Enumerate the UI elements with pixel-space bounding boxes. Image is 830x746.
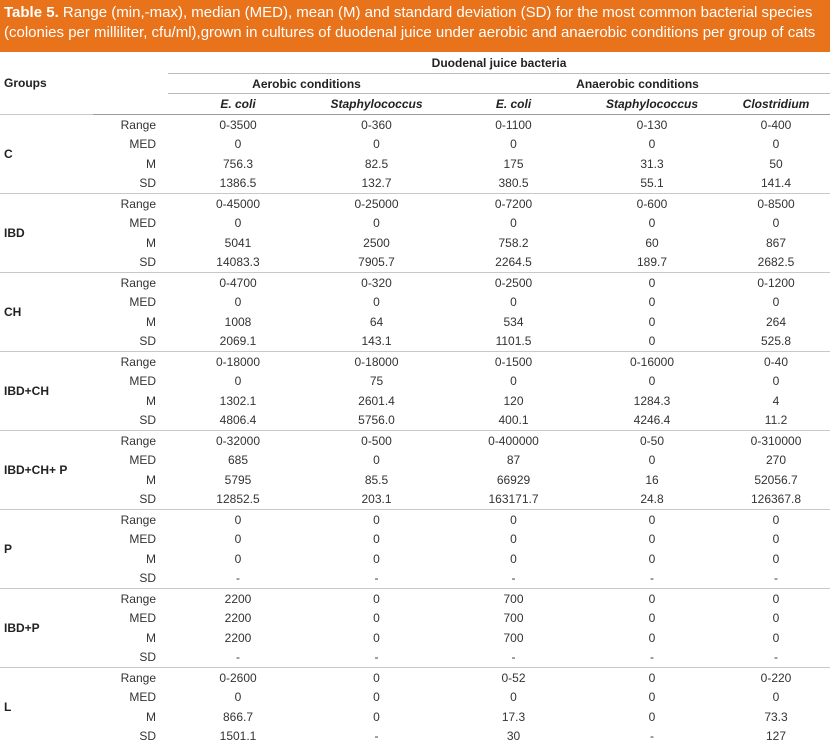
table-cell: 55.1 [582, 174, 722, 194]
table-cell: 31.3 [582, 154, 722, 174]
table-cell: 0 [308, 609, 445, 629]
table-cell: 0-600 [582, 194, 722, 214]
table-cell: 16 [582, 470, 722, 490]
table-cell: 0-1500 [445, 352, 582, 372]
table-cell: 700 [445, 628, 582, 648]
table-cell: 0-220 [722, 668, 830, 688]
stat-label: M [93, 470, 168, 490]
table-cell: 0-52 [445, 668, 582, 688]
table-row [0, 154, 830, 174]
table-cell: 0 [308, 135, 445, 155]
table-cell: 143.1 [308, 332, 445, 352]
table-cell: 0-18000 [308, 352, 445, 372]
table-cell: 0-40 [722, 352, 830, 372]
table-row [0, 273, 830, 293]
stat-label: SD [93, 569, 168, 589]
table-cell: 270 [722, 451, 830, 471]
table-cell: 66929 [445, 470, 582, 490]
table-row [0, 391, 830, 411]
table-cell: 0 [445, 293, 582, 313]
table-cell: 132.7 [308, 174, 445, 194]
table-cell: 380.5 [445, 174, 582, 194]
table-cell: - [582, 569, 722, 589]
table-cell: 0-3500 [168, 115, 308, 135]
table-cell: 0 [582, 668, 722, 688]
table-row [0, 648, 830, 668]
table-cell: 64 [308, 312, 445, 332]
table-cell: 0 [582, 688, 722, 708]
table-row [0, 668, 830, 688]
table-cell: 0 [445, 549, 582, 569]
table-cell: 0 [168, 549, 308, 569]
table-cell: 0 [308, 668, 445, 688]
table-cell: 203.1 [308, 490, 445, 510]
table-caption [0, 0, 830, 52]
table-cell: 0 [582, 293, 722, 313]
group-name: IBD+CH [0, 352, 93, 431]
stat-label: MED [93, 372, 168, 392]
stat-label: MED [93, 451, 168, 471]
table-row [0, 510, 830, 530]
table-cell: 0 [722, 549, 830, 569]
table-cell: 0-400000 [445, 431, 582, 451]
table-cell: 0-2600 [168, 668, 308, 688]
table-cell: 0 [308, 549, 445, 569]
table-cell: 1386.5 [168, 174, 308, 194]
table-cell: 0 [582, 530, 722, 550]
table-cell: 0 [168, 510, 308, 530]
table-cell: 4806.4 [168, 411, 308, 431]
table-cell: 4 [722, 391, 830, 411]
table-cell: 0 [445, 214, 582, 234]
table-cell: - [168, 569, 308, 589]
table-cell: 127 [722, 727, 830, 746]
table-cell: 0-8500 [722, 194, 830, 214]
table-cell: 0-32000 [168, 431, 308, 451]
bacteria-table [0, 52, 830, 746]
stat-label: Range [93, 589, 168, 609]
table-cell: 525.8 [722, 332, 830, 352]
table-cell: 400.1 [445, 411, 582, 431]
table-cell: 0 [308, 293, 445, 313]
table-cell: 60 [582, 233, 722, 253]
aerobic-header: Aerobic conditions [168, 74, 445, 94]
table-cell: 1501.1 [168, 727, 308, 746]
table-cell: 0 [168, 688, 308, 708]
table-cell: 82.5 [308, 154, 445, 174]
table-cell: 0 [445, 510, 582, 530]
stat-label: SD [93, 332, 168, 352]
stat-label: Range [93, 431, 168, 451]
table-cell: 175 [445, 154, 582, 174]
table-cell: - [308, 569, 445, 589]
duodenal-header: Duodenal juice bacteria [168, 52, 830, 74]
table-cell: - [308, 727, 445, 746]
table-cell: - [445, 569, 582, 589]
stat-label: MED [93, 135, 168, 155]
table-cell: 2264.5 [445, 253, 582, 273]
table-cell: 0-360 [308, 115, 445, 135]
table-row [0, 214, 830, 234]
table-cell: 0-2500 [445, 273, 582, 293]
table-row [0, 194, 830, 214]
table-cell: 0-25000 [308, 194, 445, 214]
table-cell: 0 [722, 135, 830, 155]
table-number: Table 5. [4, 4, 59, 21]
table-cell: 52056.7 [722, 470, 830, 490]
table-cell: 0 [582, 510, 722, 530]
table-cell: 0 [168, 530, 308, 550]
table-cell: 0 [582, 135, 722, 155]
table-row [0, 233, 830, 253]
species-header: E. coli [445, 94, 582, 115]
table-cell: - [722, 648, 830, 668]
stat-label: Range [93, 273, 168, 293]
table-cell: 0 [582, 273, 722, 293]
table-cell: 50 [722, 154, 830, 174]
table-cell: 0 [168, 372, 308, 392]
table-cell: 0 [582, 589, 722, 609]
table-cell: 0 [445, 688, 582, 708]
table-cell: 867 [722, 233, 830, 253]
table-cell: 0-1200 [722, 273, 830, 293]
stat-label: SD [93, 648, 168, 668]
group-name: P [0, 510, 93, 589]
table-cell: 0 [168, 293, 308, 313]
table-cell: - [308, 648, 445, 668]
stat-label: SD [93, 174, 168, 194]
table-cell: 5756.0 [308, 411, 445, 431]
stat-label: Range [93, 668, 168, 688]
table-cell: 0 [582, 372, 722, 392]
table-row [0, 332, 830, 352]
table-cell: 85.5 [308, 470, 445, 490]
table-cell: 0 [168, 135, 308, 155]
table-cell: 0 [722, 628, 830, 648]
table-cell: 0 [582, 451, 722, 471]
table-cell: 0 [582, 609, 722, 629]
table-cell: 0 [445, 135, 582, 155]
table-cell: 126367.8 [722, 490, 830, 510]
table-row [0, 707, 830, 727]
table-cell: - [722, 569, 830, 589]
table-cell: 2682.5 [722, 253, 830, 273]
table-cell: - [168, 648, 308, 668]
table-cell: 1284.3 [582, 391, 722, 411]
table-cell: 0 [722, 530, 830, 550]
table-row [0, 431, 830, 451]
table-row [0, 451, 830, 471]
table-cell: 0-1100 [445, 115, 582, 135]
table-cell: 0 [308, 688, 445, 708]
table-cell: 2200 [168, 609, 308, 629]
table-cell: 141.4 [722, 174, 830, 194]
table-cell: 189.7 [582, 253, 722, 273]
table-cell: 0 [445, 530, 582, 550]
table-cell: 0-45000 [168, 194, 308, 214]
table-cell: - [582, 727, 722, 746]
stat-label: MED [93, 293, 168, 313]
table-cell: 866.7 [168, 707, 308, 727]
species-header: Clostridium [722, 94, 830, 115]
table-cell: 0 [308, 510, 445, 530]
group-name: IBD [0, 194, 93, 273]
table-cell: 0-7200 [445, 194, 582, 214]
table-cell: 2200 [168, 628, 308, 648]
table-cell: 0 [308, 707, 445, 727]
table-cell: 2601.4 [308, 391, 445, 411]
table-cell: 0 [582, 549, 722, 569]
table-cell: 5041 [168, 233, 308, 253]
table-cell: 0 [308, 530, 445, 550]
table-cell: 0 [582, 707, 722, 727]
table-cell: 0 [308, 589, 445, 609]
table-cell: 0-400 [722, 115, 830, 135]
table-row [0, 530, 830, 550]
table-cell: 0-320 [308, 273, 445, 293]
stat-label: SD [93, 411, 168, 431]
table-cell: 264 [722, 312, 830, 332]
table-cell: 0 [722, 589, 830, 609]
table-row [0, 727, 830, 746]
table-cell: 4246.4 [582, 411, 722, 431]
stat-label: MED [93, 609, 168, 629]
table-cell: 0-18000 [168, 352, 308, 372]
table-cell: 12852.5 [168, 490, 308, 510]
stat-label: MED [93, 688, 168, 708]
table-row [0, 589, 830, 609]
group-name: C [0, 115, 93, 194]
table-cell: 0 [722, 293, 830, 313]
table-cell: 700 [445, 589, 582, 609]
table-cell: 0 [445, 372, 582, 392]
table-row [0, 352, 830, 372]
group-name: L [0, 668, 93, 746]
table-cell: 0 [168, 214, 308, 234]
table-cell: 14083.3 [168, 253, 308, 273]
caption-text: Range (min,-max), median (MED), mean (M) and standard deviation (SD) for the most common bacterial species (colonies per milliliter, cfu/ml),grown in cultures of duodenal juice under aerobic and anaerobic conditions per group of cats [4, 4, 815, 41]
stat-label: M [93, 628, 168, 648]
table-cell: 2069.1 [168, 332, 308, 352]
anaerobic-header: Anaerobic conditions [445, 74, 830, 94]
table-cell: 1101.5 [445, 332, 582, 352]
table-row [0, 490, 830, 510]
table-cell: 0-16000 [582, 352, 722, 372]
table-cell: - [582, 648, 722, 668]
stat-label: M [93, 549, 168, 569]
stat-label: M [93, 154, 168, 174]
table-row [0, 470, 830, 490]
stat-label: SD [93, 490, 168, 510]
table-row [0, 609, 830, 629]
table-cell: 1008 [168, 312, 308, 332]
table-cell: 700 [445, 609, 582, 629]
species-header: E. coli [168, 94, 308, 115]
stat-label: M [93, 233, 168, 253]
table-cell: 30 [445, 727, 582, 746]
species-header: Staphylococcus [308, 94, 445, 115]
table-cell: 0 [722, 510, 830, 530]
table-cell: 0 [722, 609, 830, 629]
stat-label: MED [93, 530, 168, 550]
table-cell: 0 [722, 372, 830, 392]
stat-label: SD [93, 727, 168, 746]
table-row [0, 549, 830, 569]
table-cell: 0 [582, 332, 722, 352]
stat-label: SD [93, 253, 168, 273]
stat-label: Range [93, 194, 168, 214]
table-cell: 5795 [168, 470, 308, 490]
table-row [0, 628, 830, 648]
table-cell: 24.8 [582, 490, 722, 510]
stat-label: Range [93, 352, 168, 372]
table-cell: 756.3 [168, 154, 308, 174]
table-row [0, 293, 830, 313]
table-cell: 2500 [308, 233, 445, 253]
table-cell: 0 [308, 628, 445, 648]
stat-label: MED [93, 214, 168, 234]
table-row [0, 411, 830, 431]
table-cell: 0-310000 [722, 431, 830, 451]
table-cell: 163171.7 [445, 490, 582, 510]
table-cell: 11.2 [722, 411, 830, 431]
table-cell: 0 [308, 451, 445, 471]
table-cell: 75 [308, 372, 445, 392]
table-cell: 0 [722, 214, 830, 234]
table-cell: 2200 [168, 589, 308, 609]
table-cell: 120 [445, 391, 582, 411]
group-name: CH [0, 273, 93, 352]
table-cell: 17.3 [445, 707, 582, 727]
table-cell: - [445, 648, 582, 668]
table-cell: 0 [722, 688, 830, 708]
table-row [0, 688, 830, 708]
table-row [0, 253, 830, 273]
table-cell: 1302.1 [168, 391, 308, 411]
stat-label: M [93, 391, 168, 411]
stat-label: M [93, 312, 168, 332]
groups-header: Groups [0, 52, 93, 115]
table-cell: 7905.7 [308, 253, 445, 273]
table-cell: 0 [582, 628, 722, 648]
table-cell: 73.3 [722, 707, 830, 727]
table-row [0, 115, 830, 135]
group-name: IBD+P [0, 589, 93, 668]
table-cell: 0-130 [582, 115, 722, 135]
table-cell: 87 [445, 451, 582, 471]
table-row [0, 174, 830, 194]
stat-label: Range [93, 115, 168, 135]
table-row [0, 135, 830, 155]
table-cell: 534 [445, 312, 582, 332]
table-row [0, 569, 830, 589]
table-body [0, 115, 830, 746]
table-row [0, 372, 830, 392]
table-cell: 0-4700 [168, 273, 308, 293]
stat-label: Range [93, 510, 168, 530]
group-name: IBD+CH+ P [0, 431, 93, 510]
species-header: Staphylococcus [582, 94, 722, 115]
table-cell: 0 [308, 214, 445, 234]
table-cell: 758.2 [445, 233, 582, 253]
table-cell: 0-500 [308, 431, 445, 451]
table-cell: 685 [168, 451, 308, 471]
table-cell: 0 [582, 312, 722, 332]
table-cell: 0 [582, 214, 722, 234]
stat-label: M [93, 707, 168, 727]
table-cell: 0-50 [582, 431, 722, 451]
table-row [0, 312, 830, 332]
